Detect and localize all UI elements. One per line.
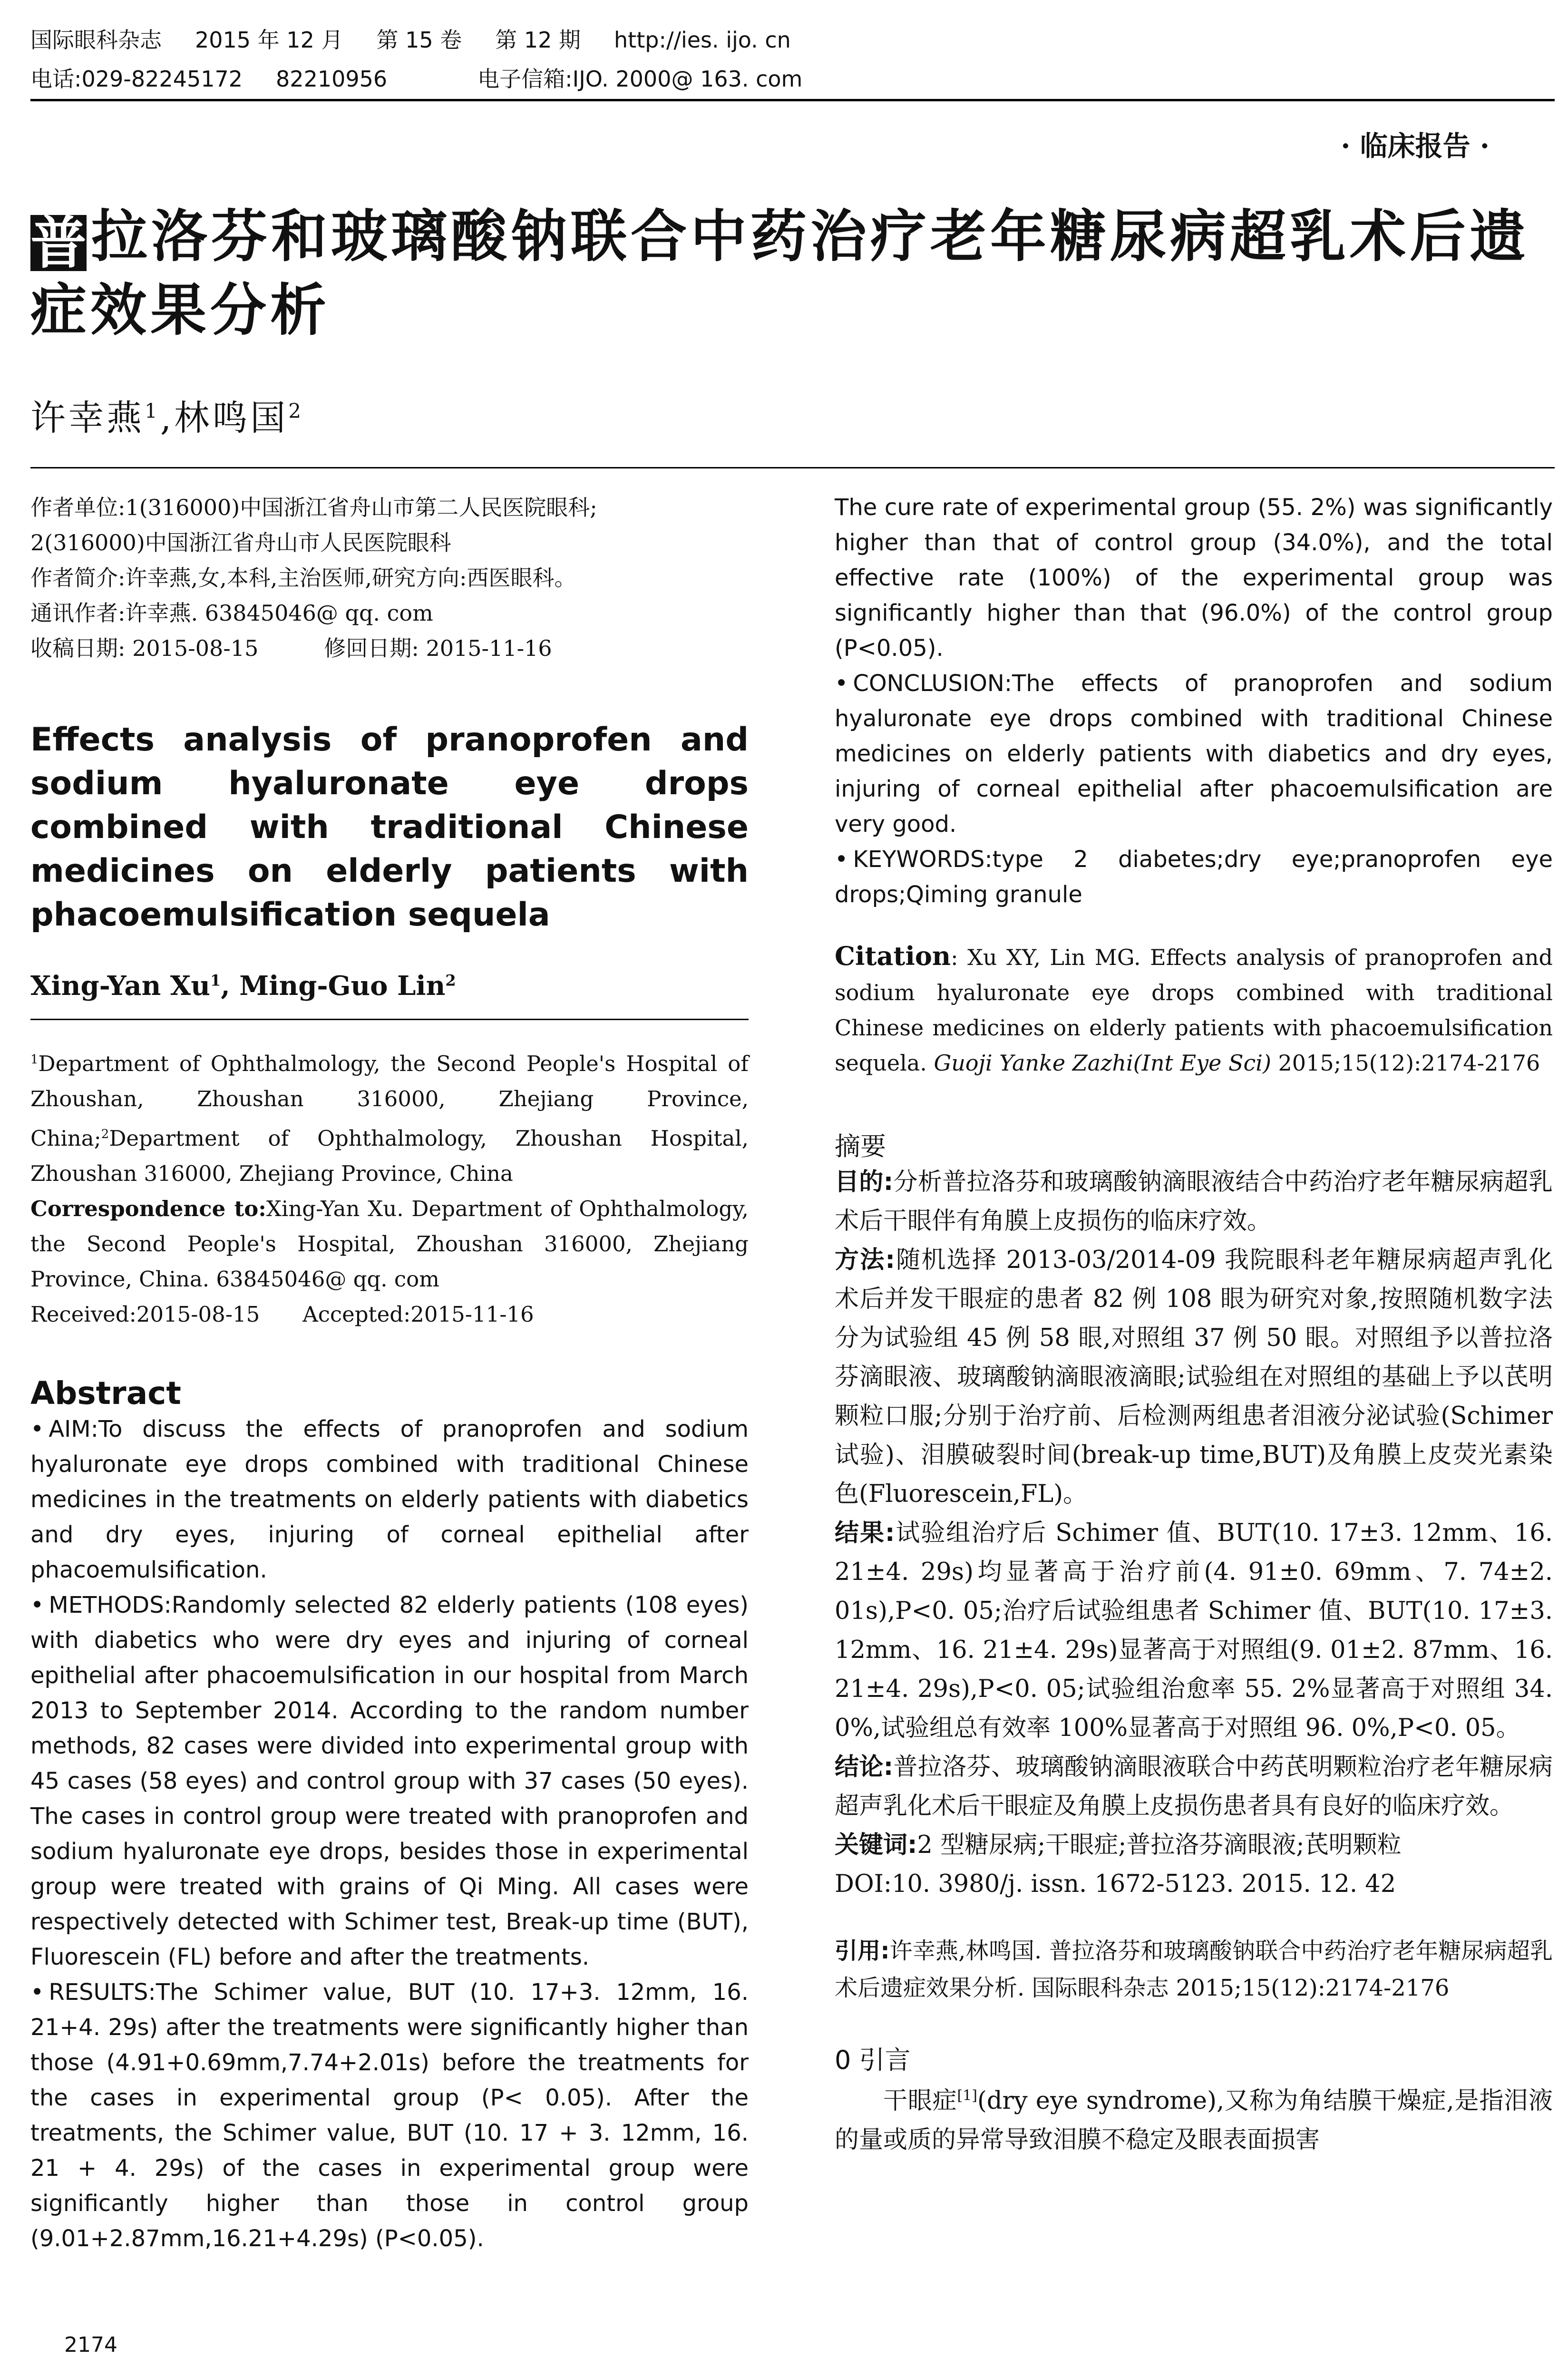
cn-results: 试验组治疗后 Schimer 值、BUT(10. 17±3. 12mm、16. 21±4. 29s)均显著高于治疗前(4. 91±0. 69mm、7. 74±2. 01s),P<0. 05;治疗后试验组患者 Schimer 值、BUT(10. 17±3. 12mm、16. 21±4. 29s)显著高于对照组(9. 01±2. 87mm、16. 21±4. 29s),P<0. 05;试验组治愈率 55. 2%显著高于对照组 34. 0%,试验组总有效率 100%显著高于对照组 96. 0%,P<0. 05。 [835,1519,1553,1742]
cn-citation-text: 许幸燕,林鸣国. 普拉洛芬和玻璃酸钠联合中药治疗老年糖尿病超乳术后遗症效果分析. 国际眼科杂志 2015;15(12):2174-2176 [835,1938,1553,2001]
phone-2: 82210956 [276,66,388,92]
cn-abstract-heading: 摘要 [835,1131,886,1161]
abstract-results-continued: The cure rate of experimental group (55. 2%) was significantly higher than that of control group (34.0%), and the total effective rate (100%) of the experimental group was significantly higher than that (96.0%) of the control group (P<0.05). [835,494,1553,662]
cn-aim-label: 目的: [835,1168,894,1196]
phone: 电话:029-82245172 [30,66,243,92]
journal-url[interactable]: http://ies. ijo. cn [614,27,791,53]
author-1-en-affil: 1 [210,971,221,990]
affil-sup: 1 [30,1052,39,1067]
cn-conclusion: 普拉洛芬、玻璃酸钠滴眼液联合中药芪明颗粒治疗老年糖尿病超声乳化术后干眼症及角膜上皮损伤患者具有良好的临床疗效。 [835,1753,1553,1820]
authors-chinese [30,390,304,440]
english-affiliations [30,1042,749,1332]
affil-1: Department of Ophthalmology, the Second People's Hospital of Zhoushan, Zhoushan 316000, Zhejiang Province, China; [30,1051,749,1151]
intro-ref[interactable]: [1] [957,2087,977,2104]
cn-methods-label: 方法: [835,1246,895,1274]
left-column [30,490,749,2256]
cn-citation [835,1932,1553,2007]
intro-text-b: (dry eye syndrome),又称为角结膜干燥症,是指泪液的量或质的异常导致泪膜不稳定及眼表面损害 [835,2087,1553,2154]
intro-text-a: 干眼症 [883,2087,957,2115]
author-separator: , [160,398,175,438]
volume: 第 15 卷 [376,27,462,53]
author-2-affil: 2 [288,399,304,423]
issue: 第 12 期 [495,27,581,53]
cn-results-label: 结果: [835,1519,895,1547]
affil-cn-line: 2(316000)中国浙江省舟山市人民医院眼科 [30,530,451,555]
citation-journal: Guoji Yanke Zazhi(Int Eye Sci) [934,1050,1271,1076]
cn-methods: 随机选择 2013-03/2014-09 我院眼科老年糖尿病超声乳化术后并发干眼症的患者 82 例 108 眼为研究对象,按照随机数字法分为试验组 45 例 58 眼,对照组 37 例 50 眼。对照组予以普拉洛芬滴眼液、玻璃酸钠滴眼液滴眼;试验组在对照组的基础上予以芪明颗粒口服;分别于治疗前、后检测两组患者泪液分泌试验(Schimer 试验)、泪膜破裂时间(break-up time,BUT)及角膜上皮荧光素染色(Fluorescein,FL)。 [835,1246,1553,1508]
affil-cn-line: 作者简介:许幸燕,女,本科,主治医师,研究方向:西医眼科。 [30,565,576,591]
affil-cn-line: 通讯作者:许幸燕. 63845046@ qq. com [30,600,433,626]
cn-aim: 分析普拉洛芬和玻璃酸钠滴眼液结合中药治疗老年糖尿病超乳术后干眼伴有角膜上皮损伤的临床疗效。 [835,1168,1553,1235]
correspondence-label: Correspondence to: [30,1196,266,1221]
doi[interactable]: DOI:10. 3980/j. issn. 1672-5123. 2015. 12. 42 [835,1870,1396,1898]
abstract-body-continued: The cure rate of experimental group (55. 2%) was significantly higher than that of control group (34.0%), and the total effective rate (100%) of the experimental group was significantly higher than that (96.0%) of the control group (P<0.05). • CONCLUSION:The effects of pranoprofen and sodium hyaluronate eye drops combined with traditional Chinese medicines on elderly patients with diabetics and dry eyes, injuring of corneal epithelial after phacoemulsification are very good. • KEYWORDS:type 2 diabetes;dry eye;pranoprofen eye drops;Qiming granule [835,490,1553,912]
abstract-results: RESULTS:The Schimer value, BUT (10. 17+3. 12mm, 16. 21+4. 29s) after the treatments were significantly higher than those (4.91+0.69mm,7.74+2.01s) before the treatments for the cases in experimental group (P< 0.05). After the treatments, the Schimer value, BUT (10. 17 + 3. 12mm, 16. 21 + 4. 29s) of the cases in experimental group were significantly higher than those in control group (9.01+2.87mm,16.21+4.29s) (P<0.05). [30,1979,749,2252]
issue-date: 2015 年 12 月 [195,27,343,53]
abstract-heading: Abstract [30,1375,181,1412]
journal-name: 国际眼科杂志 [30,27,162,53]
affil-2: Department of Ophthalmology, Zhoushan Hospital, Zhoushan 316000, Zhejiang Province, China [30,1126,749,1186]
citation-tail: 2015;15(12):2174-2176 [1278,1050,1540,1076]
cn-keywords: 2 型糖尿病;干眼症;普拉洛芬滴眼液;芪明颗粒 [917,1831,1402,1859]
author-2: 林鸣国 [174,398,289,438]
title-rest: 拉洛芬和玻璃酸钠联合中药治疗老年糖尿病超乳术后遗症效果分析 [30,204,1530,343]
abstract-aim: AIM:To discuss the effects of pranoprofen and sodium hyaluronate eye drops combined with traditional Chinese medicines in the treatments on elderly patients with diabetics and dry eyes, injuring of corneal epithelial after phacoemulsification. [30,1416,749,1583]
section-tag: · 临床报告 · [1341,130,1490,162]
cn-conclusion-label: 结论: [835,1753,894,1781]
affil-sup: 2 [101,1127,109,1141]
page-number: 2174 [64,2333,117,2357]
author-separator-en: , [221,970,240,1002]
abstract-body: • AIM:To discuss the effects of pranoprofen and sodium hyaluronate eye drops combined with traditional Chinese medicines in the treatments on elderly patients with diabetics and dry eyes, injuring of corneal epithelial after phacoemulsification. • METHODS:Randomly selected 82 elderly patients (108 eyes) with diabetics who were dry eyes and injuring of corneal epithelial after phacoemulsification in our hospital from March 2013 to September 2014. According to the random number methods, 82 cases were divided into experimental group with 45 cases (58 eyes) and control group with 37 cases (50 eyes). The cases in control group were treated with pranoprofen and sodium hyaluronate eye drops, besides those in experimental group were treated with grains of Qi Ming. All cases were respectively detected with Schimer test, Break-up time (BUT), Fluorescein (FL) before and after the treatments. • RESULTS:The Schimer value, BUT (10. 17+3. 12mm, 16. 21+4. 29s) after the treatments were significantly higher than those (4.91+0.69mm,7.74+2.01s) before the treatments for the cases in experimental group (P< 0.05). After the treatments, the Schimer value, BUT (10. 17 + 3. 12mm, 16. 21 + 4. 29s) of the cases in experimental group were significantly higher than those in control group (9.01+2.87mm,16.21+4.29s) (P<0.05). [30,1416,749,2252]
author-2-en: Ming-Guo Lin [239,970,446,1002]
citation-label: Citation [835,941,951,971]
author-1: 许幸燕 [30,398,145,438]
abstract-conclusion: CONCLUSION:The effects of pranoprofen and sodium hyaluronate eye drops combined with traditional Chinese medicines on elderly patients with diabetics and dry eyes, injuring of corneal epithelial after phacoemulsification are very good. [835,670,1553,838]
affil-cn-line: 作者单位:1(316000)中国浙江省舟山市第二人民医院眼科; [30,495,597,520]
article-title [30,200,1557,347]
abstract-methods: METHODS:Randomly selected 82 elderly patients (108 eyes) with diabetics who were dry eyes and injuring of corneal epithelial after phacoemulsification in our hospital from March 2013 to September 2014. According to the random number methods, 82 cases were divided into experimental group with 45 cases (58 eyes) and control group with 37 cases (50 eyes). The cases in control group were treated with pranoprofen and sodium hyaluronate eye drops, besides those in experimental group were treated with grains of Qi Ming. All cases were respectively detected with Schimer test, Break-up time (BUT), Fluorescein (FL) before and after the treatments. [30,1592,749,1970]
title-first-char: 普 [30,210,91,276]
header-rule [30,99,1555,101]
intro-heading: 0 引言 [835,2045,911,2075]
author-1-en: Xing-Yan Xu [30,970,210,1002]
abstract-keywords: KEYWORDS:type 2 diabetes;dry eye;pranoprofen eye drops;Qiming granule [835,846,1553,908]
authors-english [30,970,749,1002]
cn-abstract-body [835,1163,1553,1904]
received-accepted: Received:2015-08-15 Accepted:2015-11-16 [30,1302,534,1327]
citation-block [835,938,1553,1081]
author-1-affil: 1 [145,399,160,423]
cn-keywords-label: 关键词: [835,1831,917,1859]
chinese-affiliations [30,490,749,666]
authors-rule [30,467,1555,468]
right-column [835,490,1553,2160]
author-2-en-affil: 2 [445,971,456,990]
english-title: Effects analysis of pranoprofen and sodium hyaluronate eye drops combined with traditional Chinese medicines on elderly patients with phacoemulsification sequela [30,721,749,934]
citation-text: : Xu XY, Lin MG. Effects analysis of pranoprofen and sodium hyaluronate eye drops combined with traditional Chinese medicines on elderly patients with phacoemulsification sequela. [835,945,1553,1076]
affiliation-rule [30,1019,749,1020]
running-header-line2 [30,62,836,93]
running-header-line1 [30,23,824,54]
email[interactable]: 电子信箱:IJO. 2000@ 163. com [477,66,803,92]
correspondence-text: Xing-Yan Xu. Department of Ophthalmology, the Second People's Hospital, Zhoushan 316000, Zhejiang Province, China. 63845046@ qq. com [30,1196,749,1292]
intro-body [835,2076,1553,2160]
cn-citation-label: 引用: [835,1938,890,1964]
affil-cn-line: 收稿日期: 2015-08-15 修回日期: 2015-11-16 [30,635,552,661]
